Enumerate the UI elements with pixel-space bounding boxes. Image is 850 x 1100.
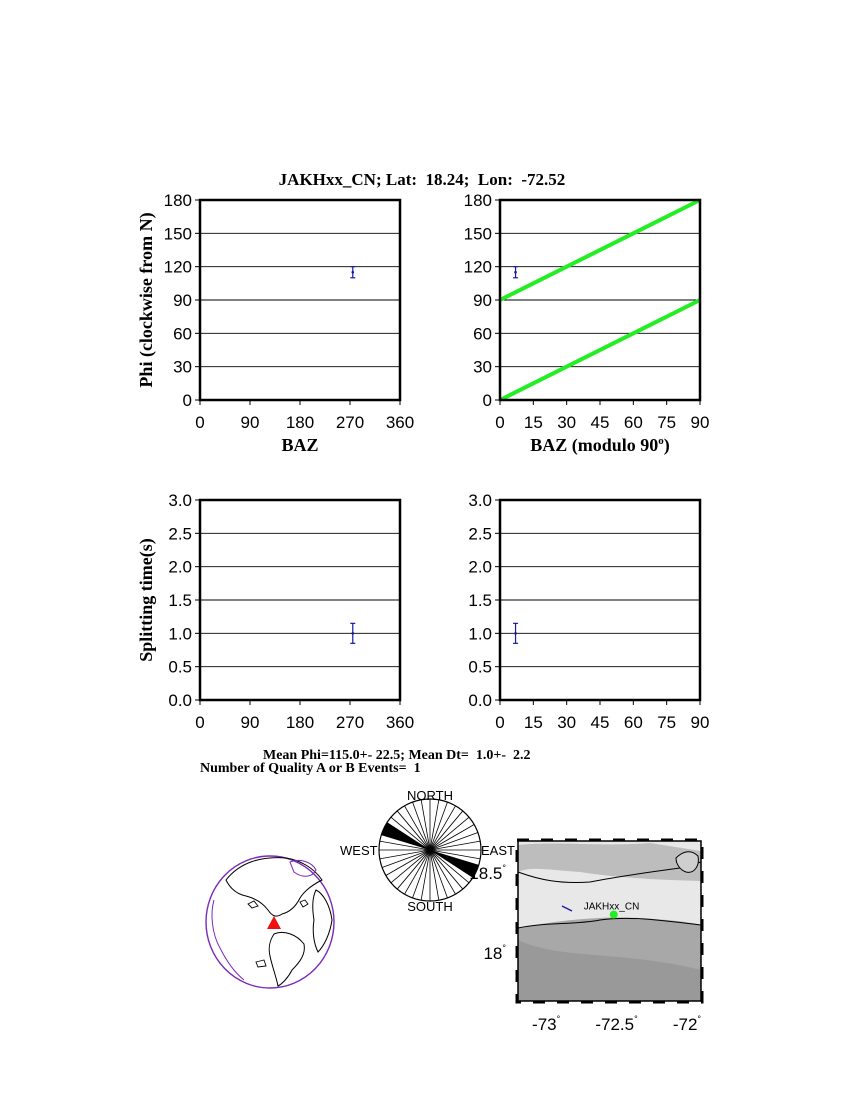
- data-point: [514, 632, 517, 635]
- y-tick-label: 1.5: [468, 591, 492, 610]
- rose-label-west: WEST: [340, 843, 378, 858]
- y-tick-label: 0.0: [468, 691, 492, 710]
- xlabel-baz: BAZ: [281, 435, 319, 455]
- map-lon-label: -72°: [672, 1014, 702, 1034]
- x-tick-label: 0: [195, 413, 205, 432]
- y-tick-label: 3.0: [468, 491, 492, 510]
- y-tick-label: 1.5: [168, 591, 192, 610]
- panel-dt-vs-baz-mod90: [468, 491, 709, 732]
- y-tick-label: 2.0: [468, 557, 492, 577]
- station-map: [469, 840, 702, 1034]
- globe-outline: [206, 856, 334, 988]
- data-point: [351, 271, 354, 274]
- xlabel-baz-mod90-text: BAZ (modulo 90: [530, 435, 659, 455]
- degree-mark: °: [556, 1014, 561, 1024]
- y-tick-label: 0.0: [168, 691, 192, 710]
- y-tick-label: 0.5: [468, 657, 492, 677]
- x-tick-label: 360: [385, 713, 415, 732]
- x-tick-label: 90: [690, 713, 710, 732]
- y-tick-label: 2.5: [168, 524, 192, 544]
- xlabel-close-paren: ): [663, 435, 670, 455]
- y-tick-label: 180: [463, 191, 492, 210]
- panel-phi-vs-baz-mod90: [464, 191, 710, 432]
- y-tick-label: 180: [163, 191, 192, 210]
- x-tick-label: 30: [557, 713, 577, 732]
- y-tick-label: 120: [163, 257, 192, 277]
- y-tick-label: 60: [173, 324, 192, 344]
- ylabel-splitting-time: Splitting time(s): [136, 538, 156, 662]
- degree-mark: °: [502, 943, 506, 953]
- y-tick-label: 0.5: [168, 657, 192, 677]
- y-tick-label: 1.0: [468, 624, 492, 644]
- panel-dt-vs-baz: [168, 491, 414, 732]
- y-tick-label: 150: [463, 224, 492, 244]
- x-tick-label: 180: [285, 713, 315, 732]
- mean-summary: Mean Phi=115.0+- 22.5; Mean Dt= 1.0+- 2.2: [263, 748, 531, 763]
- globe-inset: [206, 856, 334, 988]
- rose-label-east: EAST: [481, 843, 515, 858]
- rose-label-south: SOUTH: [407, 899, 453, 914]
- y-tick-label: 2.0: [168, 557, 192, 577]
- data-point: [514, 271, 517, 274]
- xlabel-baz-mod90: [530, 435, 670, 456]
- x-tick-label: 60: [623, 413, 643, 432]
- rose-label-north: NORTH: [407, 788, 453, 803]
- x-tick-label: 15: [523, 413, 543, 432]
- map-lat-label: 18°: [483, 943, 506, 963]
- y-tick-label: 90: [473, 291, 492, 310]
- station-label: JAKHxx_CN: [583, 901, 640, 913]
- data-point: [351, 632, 354, 635]
- y-tick-label: 30: [173, 357, 192, 377]
- y-tick-label: 90: [173, 291, 192, 310]
- x-tick-label: 360: [385, 413, 415, 432]
- y-tick-label: 3.0: [168, 491, 192, 510]
- x-tick-label: 30: [557, 413, 577, 432]
- x-tick-label: 60: [623, 713, 643, 732]
- y-tick-label: 0: [182, 391, 192, 410]
- map-lat-label: 18.5°: [469, 863, 506, 883]
- xlabel-degree-sup: o: [658, 435, 664, 447]
- y-tick-label: 150: [163, 224, 192, 244]
- x-tick-label: 75: [657, 413, 677, 432]
- reference-line: [500, 300, 700, 400]
- x-tick-label: 90: [240, 713, 260, 732]
- x-tick-label: 45: [590, 413, 610, 432]
- x-tick-label: 270: [335, 413, 365, 432]
- x-tick-label: 0: [195, 713, 205, 732]
- ylabel-phi: Phi (clockwise from N): [136, 212, 156, 388]
- y-tick-label: 60: [473, 324, 492, 344]
- map-lon-label: -73°: [532, 1014, 561, 1034]
- y-tick-label: 0: [482, 391, 492, 410]
- degree-mark: °: [697, 1014, 702, 1024]
- figure-title: JAKHxx_CN; Lat: 18.24; Lon: -72.52: [278, 170, 566, 189]
- y-tick-label: 2.5: [468, 524, 492, 544]
- x-tick-label: 75: [657, 713, 677, 732]
- x-tick-label: 180: [285, 413, 315, 432]
- x-tick-label: 0: [495, 713, 505, 732]
- y-tick-label: 30: [473, 357, 492, 377]
- x-tick-label: 90: [240, 413, 260, 432]
- event-count: Number of Quality A or B Events= 1: [200, 761, 421, 776]
- x-tick-label: 45: [590, 713, 610, 732]
- x-tick-label: 15: [523, 713, 543, 732]
- map-lon-label: -72.5°: [595, 1014, 638, 1034]
- reference-line: [500, 200, 700, 300]
- x-tick-label: 0: [495, 413, 505, 432]
- panel-phi-vs-baz: [164, 191, 415, 432]
- y-tick-label: 1.0: [168, 624, 192, 644]
- x-tick-label: 90: [690, 413, 710, 432]
- x-tick-label: 270: [335, 713, 365, 732]
- degree-mark: °: [502, 863, 506, 873]
- y-tick-label: 120: [463, 257, 492, 277]
- degree-mark: °: [634, 1014, 638, 1024]
- splitting-rose-diagram: [379, 799, 481, 901]
